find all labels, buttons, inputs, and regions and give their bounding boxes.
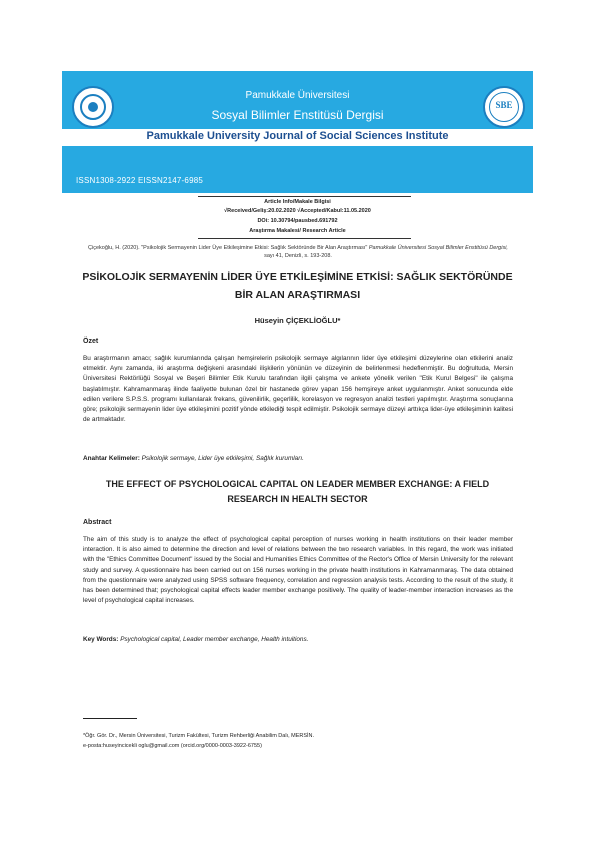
university-logo xyxy=(72,86,114,128)
citation-pages: sayı 41, Denizli, s. 193-208. xyxy=(264,253,332,259)
abstract-en-heading: Abstract xyxy=(83,519,112,526)
keywords-tr xyxy=(83,455,513,462)
article-type: Araştırma Makalesi/ Research Article xyxy=(249,228,346,234)
abstract-en-text: The aim of this study is to analyze the effect of psychological capital perception of nurses working in health institutions on their leader member interaction. It is also aimed to determine the direction and level of relations between the two research variables. In this regard, the work was initiated with the "Ethics Committee Document" issued by the Social and Humanities Ethics Committee of the Rector's Office of Mersin University for the relevant study and survey. A questionnaire has been carried out on 156 nurses working in the private health institutions in Kahramanmaraş. The data obtained from the questionnaire were analyzed using SPSS software frequency, correlation and regression analysis tests. According to the result of the study, it has been determined that; psychological capital effects leader member exchange positively. The quality of leader-member interaction increases as the level of psychological capital increases. xyxy=(83,536,513,605)
article-doi: DOi: 10.30794/pausbed.691792 xyxy=(257,218,338,224)
university-name: Pamukkale Üniversitesi xyxy=(245,90,350,101)
footnote-divider xyxy=(83,718,137,719)
citation-journal: Pamukkale Üniversitesi Sosyal Bilimler Enstitüsü Dergisi, xyxy=(368,245,508,251)
journal-title-tr: Sosyal Bilimler Enstitüsü Dergisi xyxy=(211,108,384,122)
article-title-tr: PSİKOLOJİK SERMAYENİN LİDER ÜYE ETKİLEŞİMİNE ETKİSİ: SAĞLIK SEKTÖRÜNDE BİR ALAN ARAŞTIRMASI xyxy=(82,271,513,301)
abstract-tr-text: Bu araştırmanın amacı; sağlık kurumlarında çalışan hemşirelerin psikolojik sermaye algılarının lider üye etkileşimi düzeylerine olan etkilerini analiz etmektir. Aynı zamanda, iki araştırma değişkeni arasındaki ilişkilerin yönünün ve düzeyinin de belirlenmesi hedeflenmiştir. Bu doğrultuda, Mersin Üniversitesi Rektörlüğü Sosyal ve Beşeri Bilimler Etik Kurulu tarafından ilgili çalışma ve ankete yönelik verilen "Etik Kurul Belgesi" ile çalışma başlatılmıştır. Kahramanmaraş ilinde faaliyette bulunan özel bir hastanede görev yapan 156 hemşireye anket uygulanmıştır. Anket sonucunda elde edilen verilere S.P.S.S. programı kullanılarak frekans, güvenilirlik, geçerlilik, korelasyon ve regresyon analizi testleri yapılmıştır. Araştırma sonuçlarına göre; psikolojik sermayenin lider üye etkileşimini pozitif yönde etkilediği tespit edilmiştir. Psikolojik sermaye düzeyi arttıkça lider-üye etkileşiminin kalitesi de artmaktadır. xyxy=(83,355,513,424)
divider xyxy=(198,196,411,197)
keywords-tr-text: Psikolojik sermaye, Lider üye etkileşimi, Sağlık kurumları. xyxy=(141,455,304,462)
citation xyxy=(88,244,508,260)
footnote-contact: e-posta:huseyincicekli oglu@gmail.com (orcid.org/0000-0003-3922-6755) xyxy=(83,743,262,749)
keywords-tr-label: Anahtar Kelimeler: xyxy=(83,455,140,462)
article-dates: √Received/Geliş:20.02.2020 √Accepted/Kabul:11.05.2020 xyxy=(224,208,371,214)
keywords-en-label: Key Words: xyxy=(83,636,119,643)
citation-text: Çiçekoğlu, H. (2020). "Psikolojik Sermayenin Lider Üye Etkileşimine Etkisi: Sağlık Sektöründe Bir Alan Araştırması" xyxy=(88,245,368,251)
article-title-en: THE EFFECT OF PSYCHOLOGICAL CAPITAL ON LEADER MEMBER EXCHANGE: A FIELD RESEARCH IN HEALTH SECTOR xyxy=(105,479,490,504)
keywords-en xyxy=(83,636,513,643)
institute-logo-text: SBE xyxy=(495,100,513,110)
keywords-en-text: Psychological capital, Leader member exchange, Health intuitions. xyxy=(120,636,309,643)
institute-logo xyxy=(483,86,525,128)
article-info-label: Article Info/Makale Bilgisi xyxy=(264,199,331,205)
footnote-affiliation: *Öğr. Gör. Dr., Mersin Üniversitesi, Turizm Fakültesi, Turizm Rehberliği Anabilim Dalı, MERSİN. xyxy=(83,733,315,739)
divider xyxy=(198,238,411,239)
logo-center xyxy=(88,102,98,112)
abstract-tr-heading: Özet xyxy=(83,338,99,345)
issn: ISSN1308-2922 EISSN2147-6985 xyxy=(76,176,204,185)
journal-title-en: Pamukkale University Journal of Social Sciences Institute xyxy=(146,130,449,142)
author-name: Hüseyin ÇİÇEKLİOĞLU* xyxy=(254,316,341,325)
